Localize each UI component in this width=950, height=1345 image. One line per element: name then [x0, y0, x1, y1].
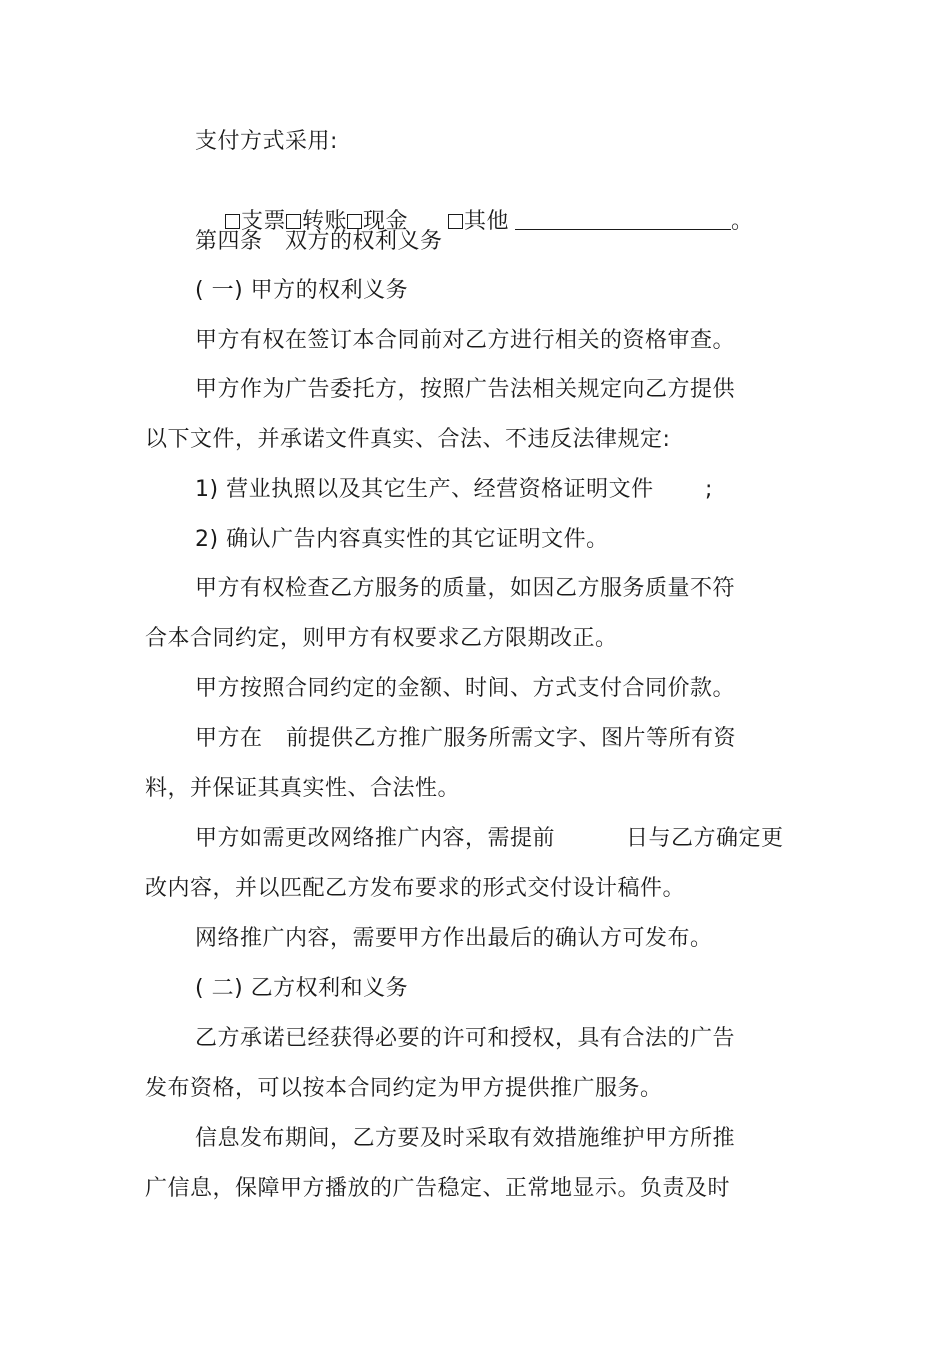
payment-end-mark: 。 — [731, 209, 754, 234]
section-a-p6-line2: 改内容，并以匹配乙方发布要求的形式交付设计稿件。 — [145, 876, 686, 901]
checkbox-other[interactable] — [448, 214, 463, 229]
payment-heading: 支付方式采用: — [195, 129, 338, 154]
article4-title: 第四条 双方的权利义务 — [195, 229, 443, 254]
section-a-p5-line1-start: 甲方在 — [195, 726, 263, 751]
section-a-item2: 2) 确认广告内容真实性的其它证明文件。 — [195, 527, 609, 552]
other-blank-field[interactable] — [515, 209, 731, 230]
section-a-p7: 网络推广内容，需要甲方作出最后的确认方可发布。 — [195, 926, 713, 951]
section-a-p3-line1: 甲方有权检查乙方服务的质量，如因乙方服务质量不符 — [195, 576, 736, 601]
section-a-p3-line2: 合本合同约定，则甲方有权要求乙方限期改正。 — [145, 626, 618, 651]
option-other: 其他 — [464, 209, 510, 234]
option-cheque: 支票 — [240, 209, 286, 234]
section-b-p2-line1: 信息发布期间，乙方要及时采取有效措施维护甲方所推 — [195, 1126, 736, 1151]
section-b-heading: ( 二) 乙方权利和义务 — [195, 976, 409, 1001]
section-a-p1: 甲方有权在签订本合同前对乙方进行相关的资格审查。 — [195, 328, 736, 353]
option-transfer: 转账 — [302, 209, 348, 234]
section-a-heading: ( 一) 甲方的权利义务 — [195, 278, 409, 303]
option-cash: 现金 — [363, 209, 409, 234]
section-a-p6-line1-end: 日与乙方确定更 — [626, 826, 784, 851]
section-a-p5-line1-end: 前提供乙方推广服务所需文字、图片等所有资 — [286, 726, 737, 751]
section-b-p1-line1: 乙方承诺已经获得必要的许可和授权，具有合法的广告 — [195, 1026, 736, 1051]
section-b-p1-line2: 发布资格，可以按本合同约定为甲方提供推广服务。 — [145, 1076, 663, 1101]
section-a-p2-line1: 甲方作为广告委托方，按照广告法相关规定向乙方提供 — [195, 377, 736, 402]
section-a-p2-line2: 以下文件，并承诺文件真实、合法、不违反法律规定: — [145, 427, 671, 452]
section-a-item1: 1) 营业执照以及其它生产、经营资格证明文件 — [195, 477, 654, 502]
section-a-p5-line2: 料，并保证其真实性、合法性。 — [145, 776, 461, 801]
section-a-p6-line1-start: 甲方如需更改网络推广内容，需提前 — [195, 826, 556, 851]
section-a-item1-end: ; — [705, 477, 713, 502]
section-b-p2-line2: 广信息，保障甲方播放的广告稳定、正常地显示。负责及时 — [145, 1176, 731, 1201]
section-a-p4: 甲方按照合同约定的金额、时间、方式支付合同价款。 — [195, 676, 736, 701]
